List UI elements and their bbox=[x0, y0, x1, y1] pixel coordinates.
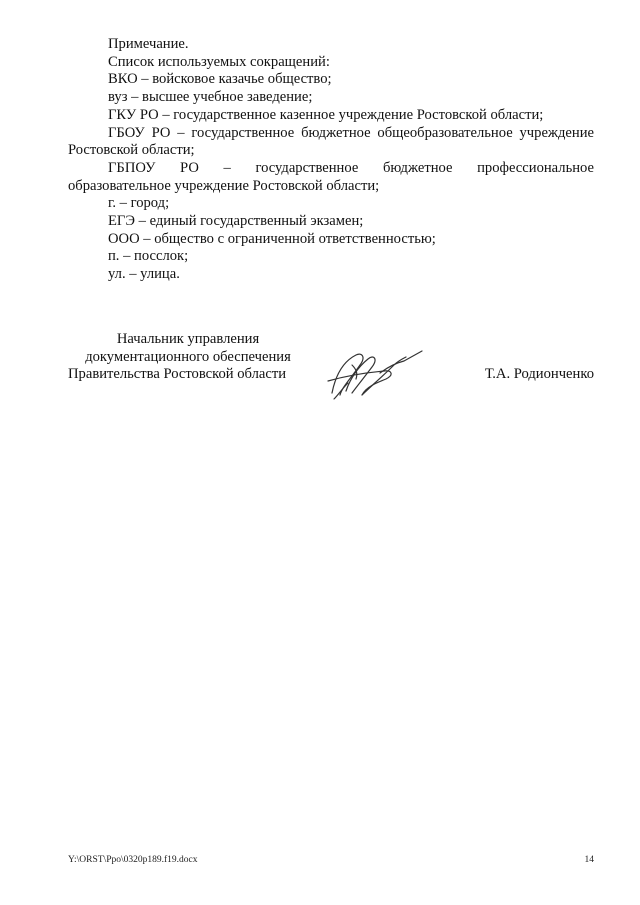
abbreviation-item: ГБОУ РО – государственное бюджетное общеобразовательное учреждение Ростовской области; bbox=[68, 124, 594, 159]
file-path: Y:\ORST\Ppo\0320p189.f19.docx bbox=[68, 855, 198, 865]
handwritten-signature bbox=[322, 343, 442, 405]
abbreviation-item: ООО – общество с ограниченной ответственностью; bbox=[108, 230, 436, 247]
abbreviation-item: ЕГЭ – единый государственный экзамен; bbox=[108, 213, 364, 230]
abbreviations-title: Список используемых сокращений: bbox=[108, 53, 330, 70]
signatory-position bbox=[68, 331, 308, 384]
position-line: документационного обеспечения bbox=[85, 348, 291, 365]
page-number: 14 bbox=[584, 855, 594, 865]
abbreviation-item: п. – посслок; bbox=[108, 248, 189, 265]
abbreviation-item: ул. – улица. bbox=[108, 266, 180, 283]
abbreviation-item: вуз – высшее учебное заведение; bbox=[108, 89, 313, 106]
note-section bbox=[68, 36, 594, 284]
position-line: Правительства Ростовской области bbox=[68, 366, 287, 383]
abbreviation-item: ГБПОУ РО – государственное бюджетное профессиональное образовательное учреждение Ростовской области; bbox=[68, 159, 594, 194]
signatory-name: Т.А. Родионченко bbox=[484, 366, 594, 382]
abbreviation-item: ВКО – войсковое казачье общество; bbox=[108, 71, 332, 88]
note-heading: Примечание. bbox=[108, 36, 189, 52]
abbreviation-item: ГКУ РО – государственное казенное учреждение Ростовской области; bbox=[108, 106, 544, 123]
abbreviation-item: г. – город; bbox=[108, 195, 170, 212]
position-line: Начальник управления bbox=[116, 331, 260, 347]
